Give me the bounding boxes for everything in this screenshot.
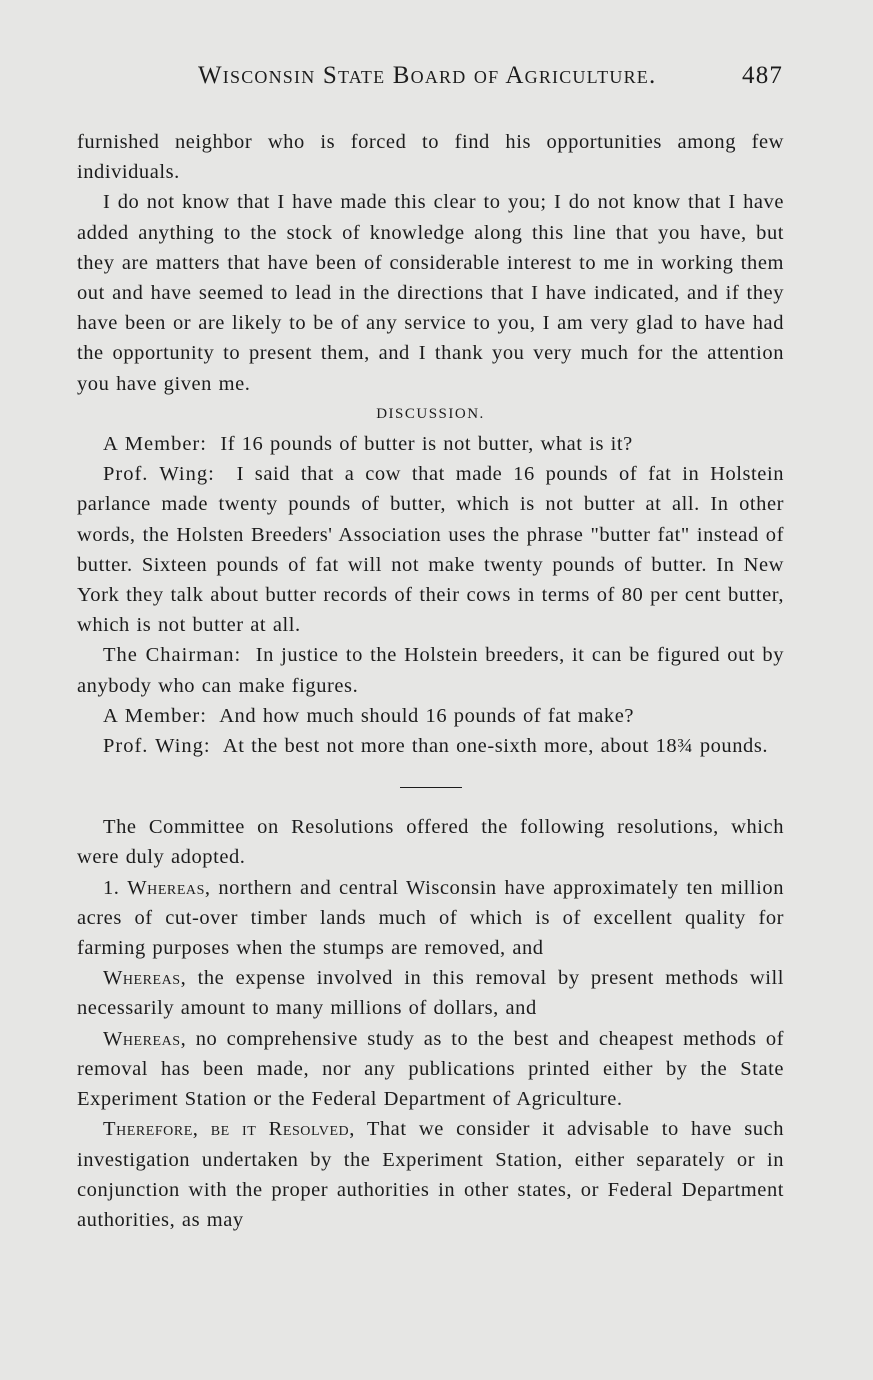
- paragraph-closing-remarks: I do not know that I have made this clear to you; I do not know that I have added anything to the stock of knowledge along this line that you have, but they are matters that have been of considerable interest to me in working them out and have seemed to lead in the directions that I have indicated, and if they have been or are likely to be of any service to you, I am very glad to have had the opportunity to present them, and I thank you very much for the attention you have given me.: [77, 191, 784, 395]
- speech-text: At the best not more than one-sixth more, about 18¾ pounds.: [222, 735, 769, 758]
- speaker-label: The Chairman:: [103, 644, 242, 667]
- resolutions-intro: The Committee on Resolutions offered the following resolutions, which were duly adopted.: [77, 816, 784, 869]
- section-divider: [400, 787, 462, 788]
- resolved-lead: Therefore, be it Resolved,: [103, 1118, 355, 1141]
- discussion-entry: [77, 731, 784, 761]
- clause-text: the expense involved in this removal by present methods will necessarily amount to many millions of dollars, and: [77, 967, 784, 1020]
- speech-text: In justice to the Holstein breeders, it can be figured out by anybody who can make figures.: [77, 644, 785, 697]
- discussion-entry: [77, 429, 784, 459]
- discussion-entry: [77, 459, 784, 640]
- clause-text: no comprehensive study as to the best and cheapest methods of removal has been made, nor any publications printed either by the State Experiment Station or the Federal Department of Agriculture.: [77, 1027, 784, 1111]
- speech-text: I said that a cow that made 16 pounds of fat in Holstein parlance made twenty pounds of butter, which is not butter at all. In other words, the Holsten Breeders' Association uses the phrase "butter fat" instead of butter. Sixteen pounds of fat will not make twenty pounds of butter. In New York they talk about butter records of their cows in terms of 80 per cent butter, which is not butter at all.: [77, 463, 785, 637]
- speech-text: If 16 pounds of butter is not butter, what is it?: [220, 433, 633, 456]
- speaker-label: Prof. Wing:: [103, 463, 215, 486]
- resolution-clause: [77, 963, 784, 1023]
- clause-text: northern and central Wisconsin have approximately ten million acres of cut-over timber lands much of which is of excellent quality for farming purposes when the stumps are removed, and: [77, 876, 784, 960]
- whereas-lead: Whereas,: [127, 876, 211, 899]
- discussion-entry: [77, 701, 784, 731]
- speaker-label: A Member:: [103, 704, 207, 727]
- discussion-heading: DISCUSSION.: [376, 405, 485, 422]
- clause-text: That we consider it advisable to have such investigation undertaken by the Experiment Station, either separately or in conjunction with the proper authorities in other states, or Federal Department authorities, as may: [77, 1118, 784, 1231]
- whereas-lead: Whereas,: [103, 1027, 187, 1050]
- resolution-clause: [77, 1114, 784, 1235]
- speaker-label: A Member:: [103, 433, 207, 456]
- whereas-lead: Whereas,: [103, 967, 187, 990]
- page-number: 487: [742, 62, 784, 89]
- running-title: Wisconsin State Board of Agriculture.: [198, 62, 657, 89]
- running-header: [0, 62, 873, 98]
- discussion-entry: [77, 640, 784, 700]
- resolution-number: 1.: [103, 876, 120, 899]
- speech-text: And how much should 16 pounds of fat make?: [219, 704, 635, 727]
- page-body: [77, 127, 784, 1235]
- speaker-label: Prof. Wing:: [103, 735, 211, 758]
- resolution-clause: [77, 1024, 784, 1115]
- paragraph-continuation: furnished neighbor who is forced to find his opportunities among few individuals.: [77, 131, 784, 184]
- resolution-clause: [77, 873, 784, 964]
